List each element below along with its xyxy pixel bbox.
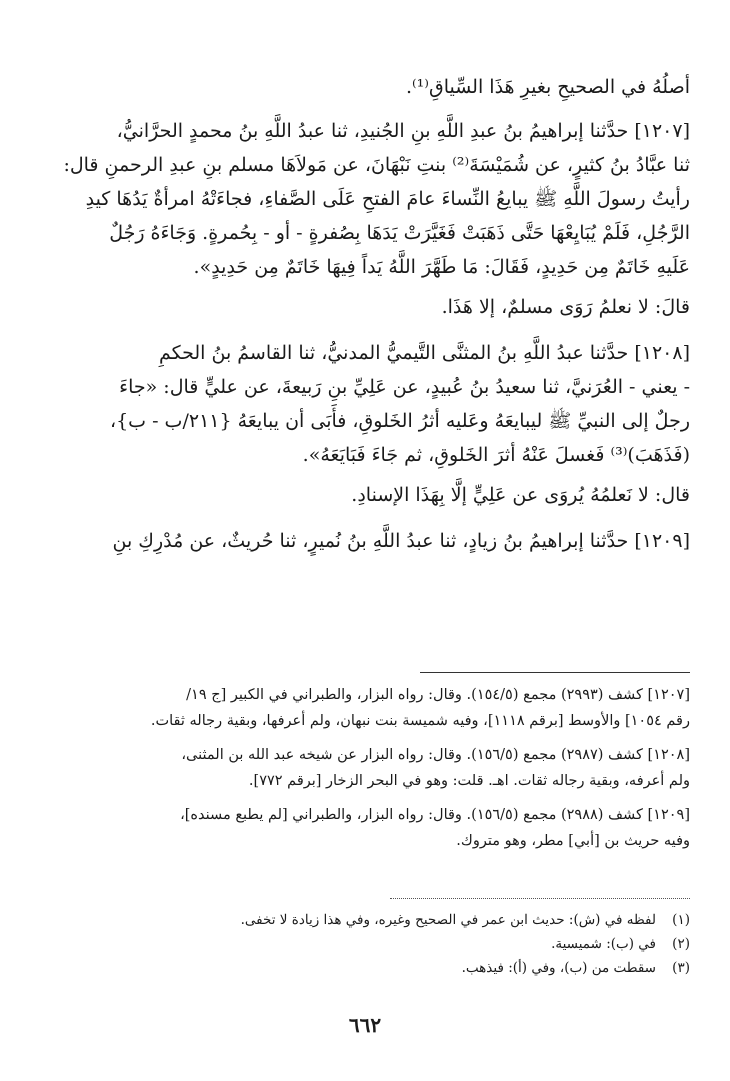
footnote-text: سقطت من (ب)، وفي (أ): فيذهب. <box>461 960 656 976</box>
takhrij-line: رقم ١٠٥٤] والأوسط [برقم ١١١٨]، وفيه شميسة بنت نبهان، ولم أعرفها، وبقية رجاله ثقات. <box>150 713 690 729</box>
hadith-1209 <box>40 524 690 558</box>
footnote-item <box>40 956 690 980</box>
takhrij-1207 <box>40 682 690 734</box>
footnotes <box>40 908 690 980</box>
footnote-mark: (٢) <box>672 936 690 952</box>
hadith-1208 <box>40 336 690 512</box>
footnote-text: في (ب): شميسية. <box>551 936 656 952</box>
hadith-line: رأيتُ رسولَ اللَّهِ ﷺ يبايعُ النِّساءَ عامَ الفتحِ عَلَى الصَّفاءِ، فجاءَتْهُ امرأةٌ يَدُهَا كيدِ <box>85 188 690 210</box>
footnote-item <box>40 908 690 932</box>
hadith-line: عَلَيهِ خَاتَمٌ مِن حَدِيدٍ، فَقَالَ: مَا طَهَّرَ اللَّهُ يَداً فِيهَا خَاتَمٌ مِن حَدِيدٍ». <box>193 256 690 278</box>
footnote-item <box>40 932 690 956</box>
page-number: ٦٦٢ <box>348 1013 382 1037</box>
hadith-line: - يعني - العُرَنيَّ، ثنا سعيدُ بنُ عُبيدٍ، عن عَلِيِّ بنِ رَبيعةَ، عن عليٍّ قال: «جاءَ <box>119 376 690 398</box>
takhrij-1208 <box>40 742 690 794</box>
hadith-comment: قال: لا نَعلمُهُ يُروَى عن عَلِيٍّ إلَّا بِهَذَا الإسنادِ. <box>351 484 690 506</box>
hadith-1207 <box>40 114 690 324</box>
takhrij-line: ولم أعرفه، وبقية رجاله ثقات. اهـ. قلت: وهو في البحر الزخار [برقم ٧٧٢]. <box>248 773 690 789</box>
hadith-line: (فَذَهَبَ)⁽³⁾ فَغسلَ عَنْهُ أثرَ الخَلوقِ، ثم جَاءَ فَبَايَعَهُ». <box>302 444 690 466</box>
takhrij-section <box>40 682 690 854</box>
hadith-line: [١٢٠٧] حدَّثنا إبراهيمُ بنُ عبدِ اللَّهِ بنِ الجُنيدِ، ثنا عبدُ اللَّهِ بنُ محمدٍ الحرَّانيُّ، <box>116 120 690 142</box>
hadith-line: [١٢٠٩] حدَّثنا إبراهيمُ بنُ زيادٍ، ثنا عبدُ اللَّهِ بنُ نُميرٍ، ثنا حُريثٌ، عن مُدْرِكِ بنِ <box>112 530 690 552</box>
takhrij-line: [١٢٠٨] كشف (٢٩٨٧) مجمع (١٥٦/٥). وقال: رواه البزار عن شيخه عبد الله بن المثنى، <box>181 747 690 763</box>
footnotes-divider <box>390 898 690 899</box>
takhrij-line: [١٢٠٩] كشف (٢٩٨٨) مجمع (١٥٦/٥). وقال: رواه البزار، والطبراني [لم يطبع مسنده]، <box>180 807 690 823</box>
footnote-mark: (١) <box>672 912 690 928</box>
takhrij-line: وفيه حريث بن [أبي] مطر، وهو متروك. <box>456 833 690 849</box>
hadith-line: رجلٌ إلى النبيِّ ﷺ ليبايعَهُ وعَليه أثرُ الخَلوقِ، فأَبَى أن يبايعَهُ {٢١١/ب - ب}، <box>109 410 690 432</box>
hadith-line: [١٢٠٨] حدَّثنا عبدُ اللَّهِ بنُ المثنَّى التَّيميُّ المدنيُّ، ثنا القاسمُ بنُ الحكمِ <box>158 342 690 364</box>
footnote-text: لفظه في (ش): حديث ابن عمر في الصحيح وغيره، وفي هذا زيادة لا تخفى. <box>240 912 656 928</box>
hadith-line: ثنا عبَّادُ بنُ كثيرٍ، عن شُمَيْسَةَ⁽²⁾ بنتِ نَبْهَانَ، عن مَولاَهَا مسلم بنِ عبدِ الرحمنِ قال: <box>63 154 690 176</box>
hadith-comment: قالَ: لا نعلمُ رَوَى مسلمٌ، إلا هَذَا. <box>441 296 690 318</box>
footnote-mark: (٣) <box>672 960 690 976</box>
hadith-line: الرَّجُلِ، فَلَمْ يُبَايِعْهَا حَتَّى ذَهَبَتْ فَغَيَّرَتْ يَدَهَا بِصُفرةٍ - أو - بِحُمرةٍ. وَجَاءَهُ رَجُلٌ <box>109 222 690 244</box>
intro-line: أصلُهُ في الصحيحِ بغيرِ هَذَا السِّياقِ⁽¹⁾. <box>405 76 690 98</box>
takhrij-1209 <box>40 802 690 854</box>
footnote-divider <box>420 672 690 673</box>
main-text <box>40 70 690 558</box>
takhrij-line: [١٢٠٧] كشف (٢٩٩٣) مجمع (١٥٤/٥). وقال: رواه البزار، والطبراني في الكبير [ج ١٩/ <box>186 687 690 703</box>
